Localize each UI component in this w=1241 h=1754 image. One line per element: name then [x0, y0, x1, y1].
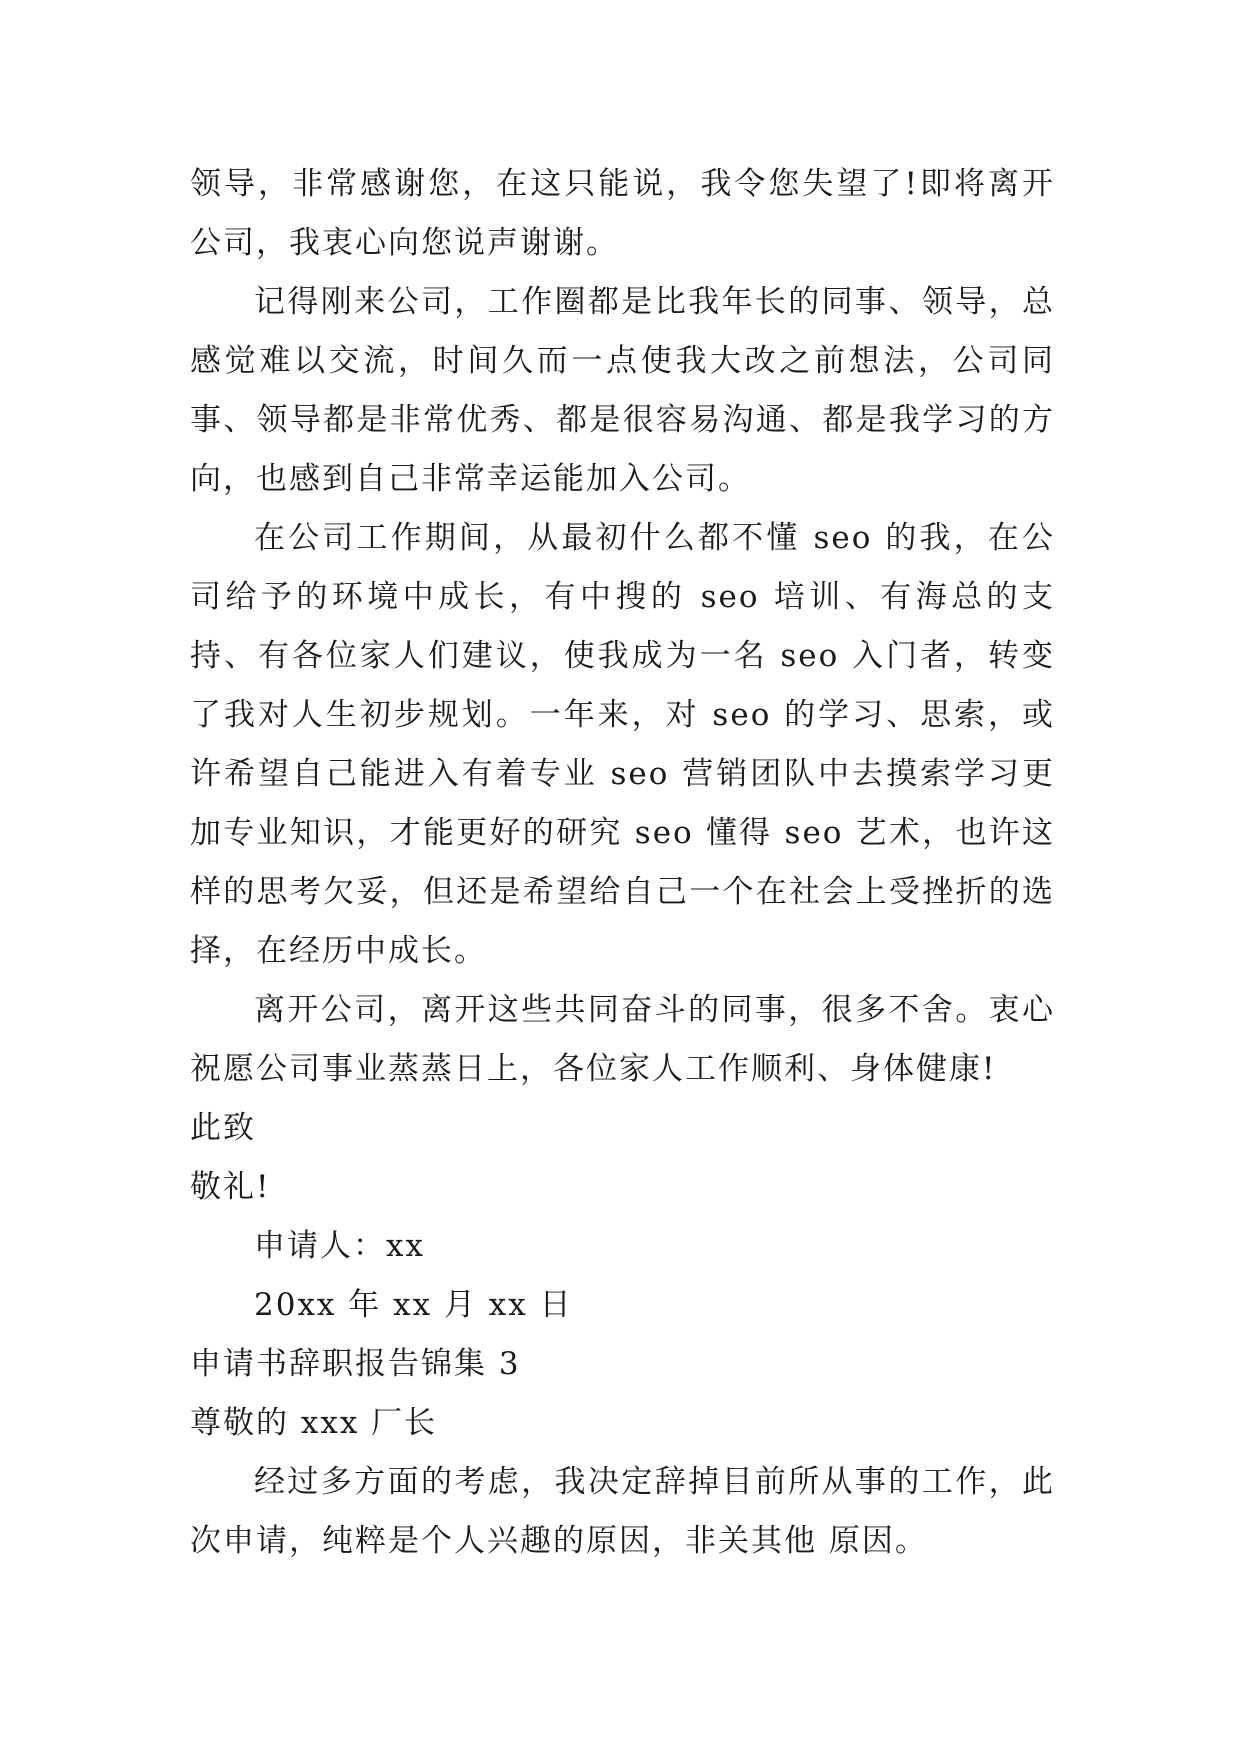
closing-line-2: 敬礼!	[190, 1169, 271, 1205]
paragraph-work-experience: 在公司工作期间，从最初什么都不懂 seo 的我，在公司给予的环境中成长，有中搜的 seo 培训、有海总的支持、有各位家人们建议，使我成为一名 seo 入门者，转变了我对人生初步规划。一年来，对 seo 的学习、思索，或许希望自己能进入有着专业 seo 营销团队中去摸索学习更加专业知识，才能更好的研究 seo 懂得 seo 艺术，也许这样的思考欠妥，但还是希望给自己一个在社会上受挫折的选择，在经历中成长。	[190, 520, 1055, 969]
paragraph-farewell: 离开公司，离开这些共同奋斗的同事，很多不舍。衷心祝愿公司事业蒸蒸日上，各位家人工作顺利、身体健康!	[190, 992, 1055, 1087]
applicant-signature: 申请人：xx	[254, 1228, 425, 1264]
document-body	[190, 155, 1055, 1571]
paragraph-reason: 经过多方面的考虑，我决定辞掉目前所从事的工作，此次申请，纯粹是个人兴趣的原因，非关其他 原因。	[190, 1464, 1055, 1559]
paragraph-thanks: 领导，非常感谢您，在这只能说，我令您失望了!即将离开公司，我衷心向您说声谢谢。	[190, 166, 1055, 261]
paragraph-memories: 记得刚来公司，工作圈都是比我年长的同事、领导，总感觉难以交流，时间久而一点使我大改之前想法，公司同事、领导都是非常优秀、都是很容易沟通、都是我学习的方向，也感到自己非常幸运能加入公司。	[190, 284, 1055, 497]
signature-date: 20xx 年 xx 月 xx 日	[254, 1287, 573, 1323]
closing-line-1: 此致	[190, 1110, 256, 1146]
section-title: 申请书辞职报告锦集 3	[190, 1346, 521, 1382]
salutation: 尊敬的 xxx 厂长	[190, 1405, 438, 1441]
